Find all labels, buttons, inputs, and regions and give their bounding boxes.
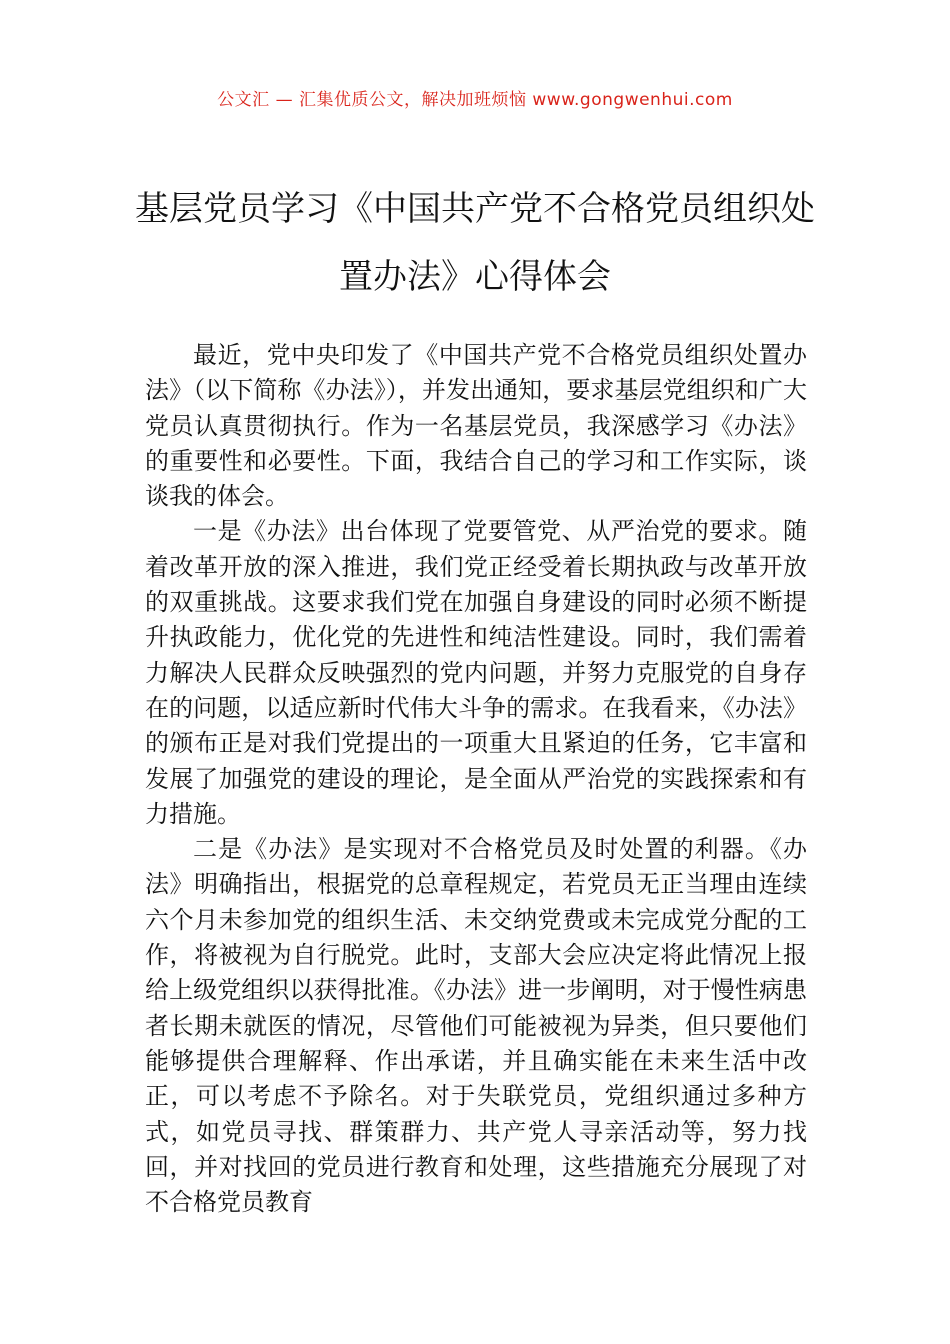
- paragraph-point-one: 一是《办法》出台体现了党要管党、从严治党的要求。随着改革开放的深入推进，我们党正经受着长期执政与改革开放的双重挑战。这要求我们党在加强自身建设的同时必须不断提升执政能力，优化党的先进性和纯洁性建设。同时，我们需着力解决人民群众反映强烈的党内问题，并努力克服党的自身存在的问题，以适应新时代伟大斗争的需求。在我看来，《办法》的颁布正是对我们党提出的一项重大且紧迫的任务，它丰富和发展了加强党的建设的理论，是全面从严治党的实践探索和有力措施。: [145, 517, 807, 828]
- document-body: [145, 338, 807, 1220]
- document-title: 基层党员学习《中国共产党不合格党员组织处置办法》心得体会: [135, 189, 815, 297]
- paragraph-intro: 最近，党中央印发了《中国共产党不合格党员组织处置办法》（以下简称《办法》），并发出通知，要求基层党组织和广大党员认真贯彻执行。作为一名基层党员，我深感学习《办法》的重要性和必要性。下面，我结合自己的学习和工作实际，谈谈我的体会。: [145, 341, 807, 511]
- paragraph-point-two: 二是《办法》是实现对不合格党员及时处置的利器。《办法》明确指出，根据党的总章程规定，若党员无正当理由连续六个月未参加党的组织生活、未交纳党费或未完成党分配的工作，将被视为自行脱党。此时，支部大会应决定将此情况上报给上级党组织以获得批准。《办法》进一步阐明，对于慢性病患者长期未就医的情况，尽管他们可能被视为异类，但只要他们能够提供合理解释、作出承诺，并且确实能在未来生活中改正，可以考虑不予除名。对于失联党员，党组织通过多种方式，如党员寻找、群策群力、共产党人寻亲活动等，努力找回，并对找回的党员进行教育和处理，这些措施充分展现了对不合格党员教育: [145, 835, 807, 1217]
- header-banner: 公文汇 — 汇集优质公文，解决加班烦恼 www.gongwenhui.com: [217, 90, 733, 110]
